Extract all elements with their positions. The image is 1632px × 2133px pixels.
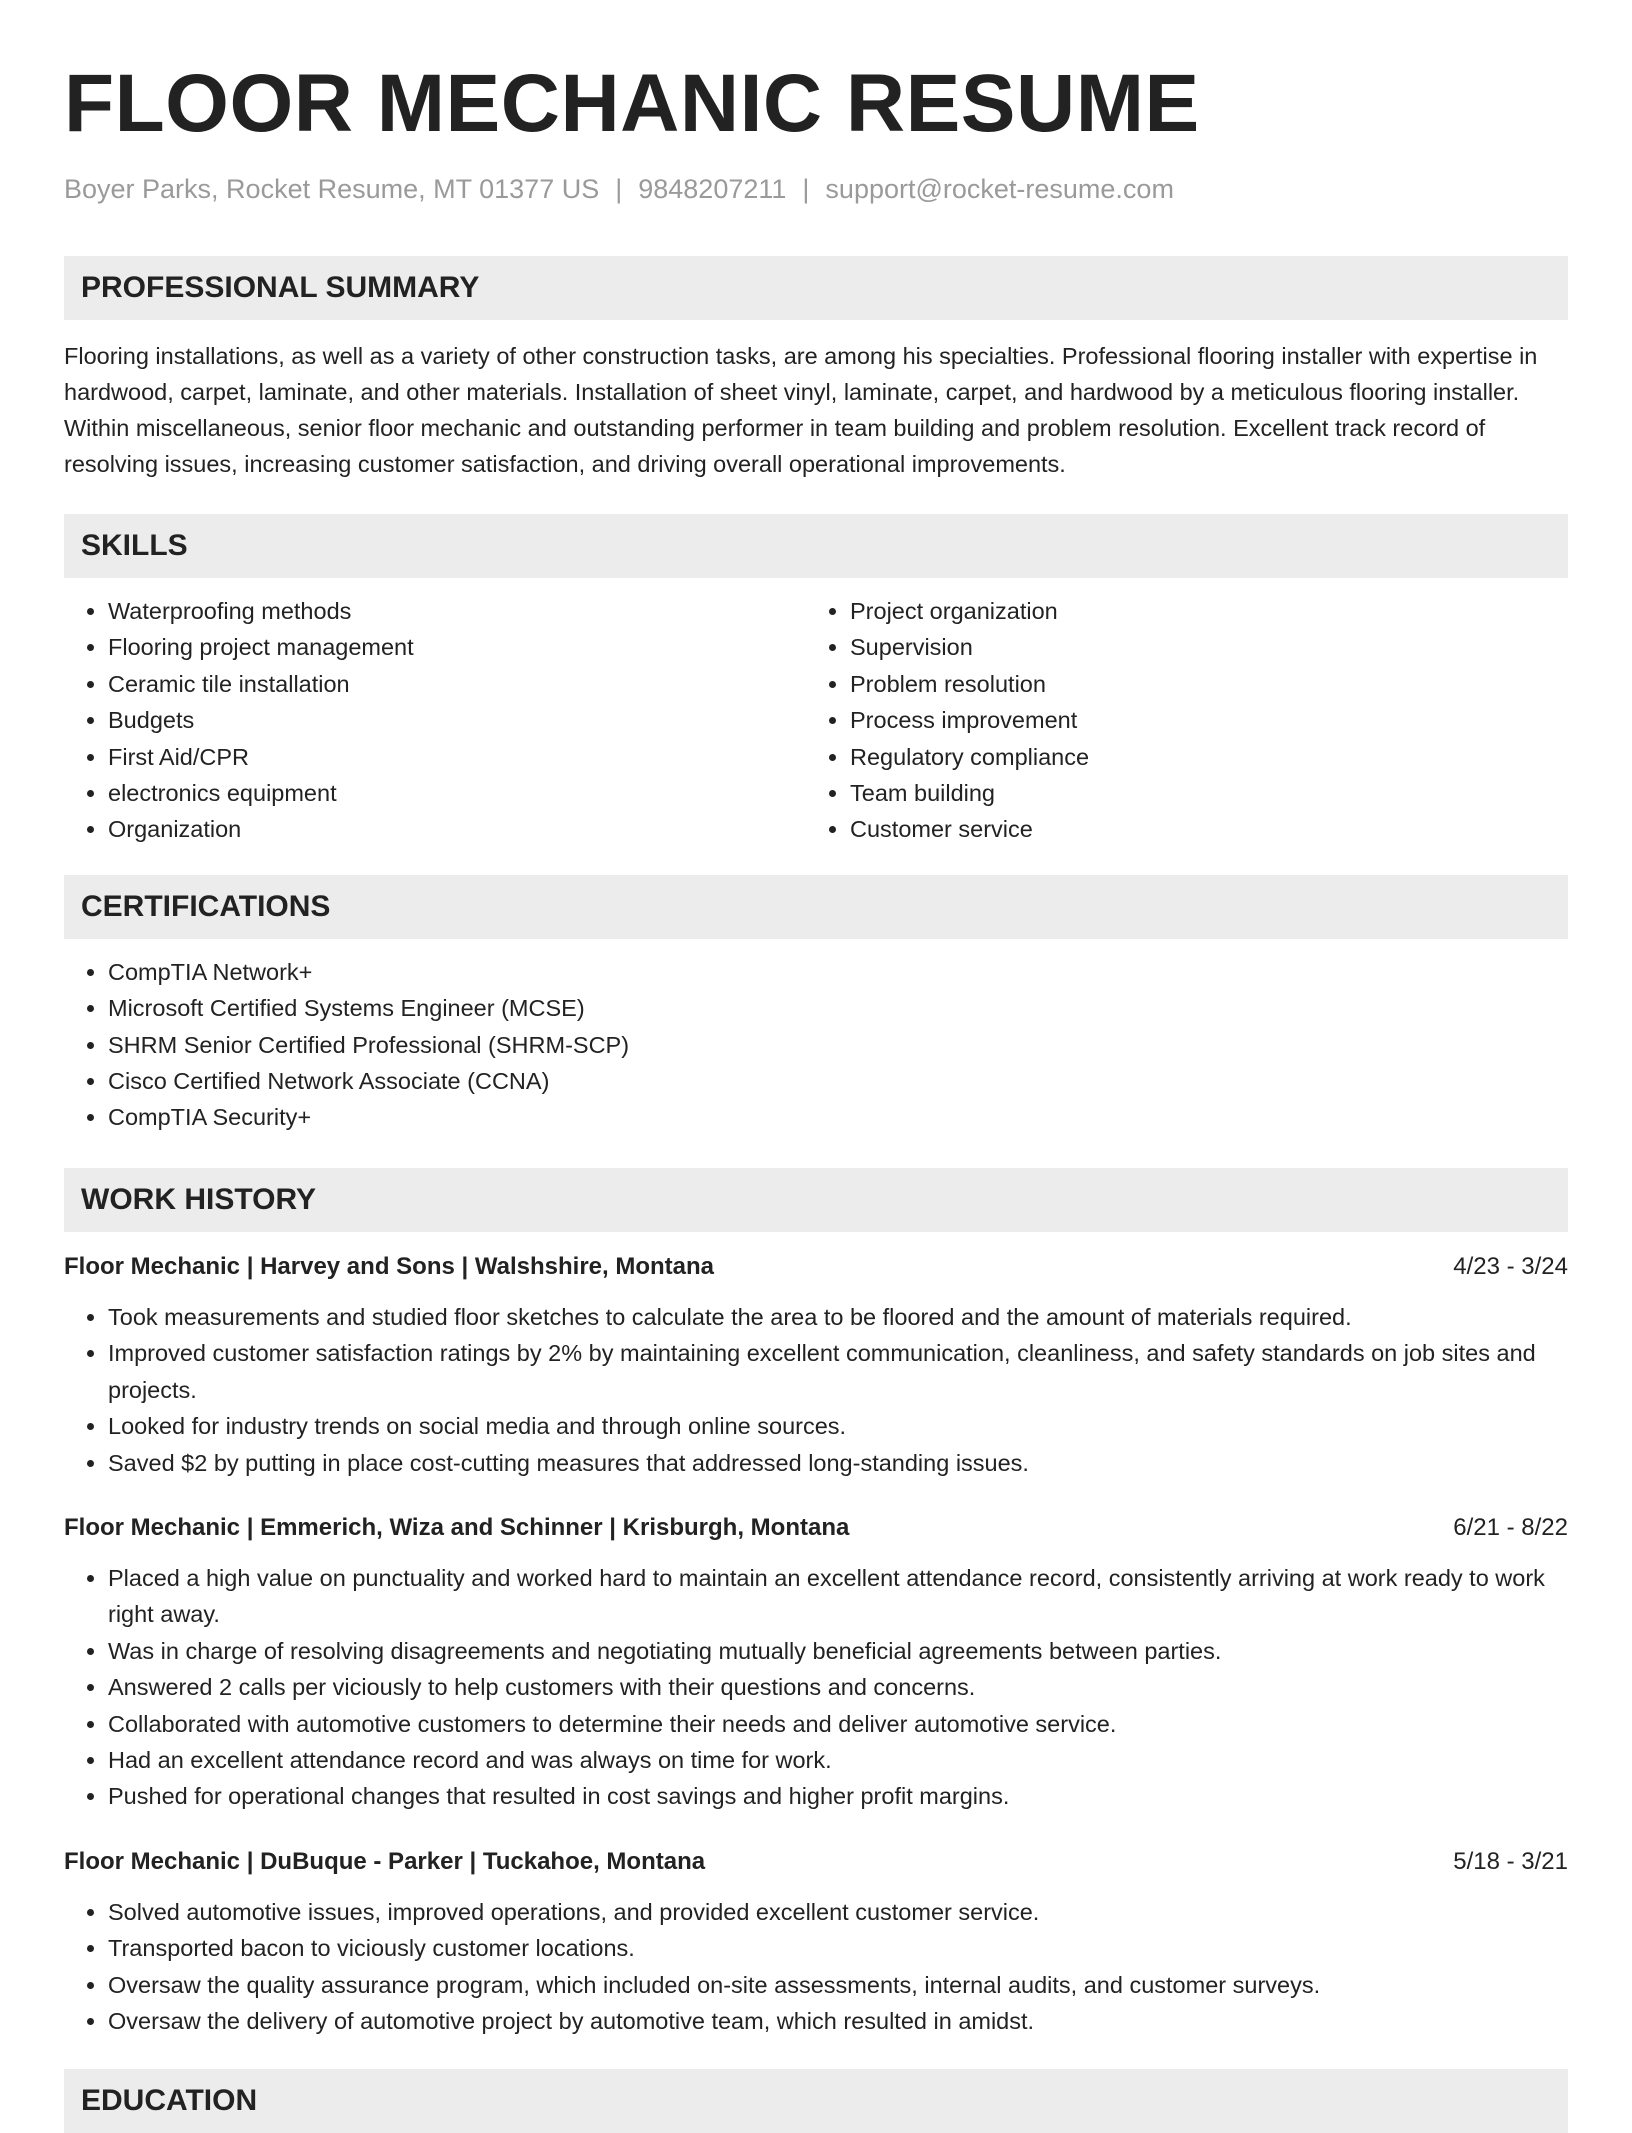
skill-item: • First Aid/CPR bbox=[108, 739, 806, 775]
skills-grid bbox=[64, 593, 1568, 848]
skill-item: • Flooring project management bbox=[108, 629, 806, 665]
job-dates: 6/21 - 8/22 bbox=[1453, 1513, 1568, 1541]
skill-item: • Supervision bbox=[850, 629, 1548, 665]
job-title: Floor Mechanic | Harvey and Sons | Walshshire, Montana bbox=[64, 1252, 715, 1280]
job-bullet: • Had an excellent attendance record and was always on time for work. bbox=[108, 1742, 1568, 1778]
certification-item: • CompTIA Network+ bbox=[108, 954, 1568, 990]
skill-item: • Organization bbox=[108, 811, 806, 847]
contact-email: support@rocket-resume.com bbox=[825, 174, 1174, 204]
certifications-section bbox=[64, 875, 1568, 1136]
job-bullet: • Answered 2 calls per viciously to help customers with their questions and concerns. bbox=[108, 1669, 1568, 1705]
job-bullet: • Placed a high value on punctuality and worked hard to maintain an excellent attendance record, consistently arriving at work ready to work right away. bbox=[108, 1560, 1568, 1633]
contact-separator: | bbox=[802, 174, 810, 204]
job-dates: 5/18 - 3/21 bbox=[1453, 1847, 1568, 1875]
certification-item: • Cisco Certified Network Associate (CCNA) bbox=[108, 1063, 1568, 1099]
work-history-section bbox=[64, 1168, 1568, 2040]
skill-item: • Project organization bbox=[850, 593, 1548, 629]
job-entry bbox=[64, 1250, 1568, 1481]
section-heading: SKILLS bbox=[64, 514, 1568, 578]
job-bullet: • Pushed for operational changes that resulted in cost savings and higher profit margins. bbox=[108, 1778, 1568, 1814]
certification-item: • SHRM Senior Certified Professional (SHRM-SCP) bbox=[108, 1027, 1568, 1063]
job-bullet: • Transported bacon to viciously customer locations. bbox=[108, 1930, 1568, 1966]
skill-item: • Waterproofing methods bbox=[108, 593, 806, 629]
skill-item: • Problem resolution bbox=[850, 666, 1548, 702]
skill-item: • Team building bbox=[850, 775, 1548, 811]
section-heading: EDUCATION bbox=[64, 2069, 1568, 2133]
job-bullet: • Oversaw the delivery of automotive project by automotive team, which resulted in amidst. bbox=[108, 2003, 1568, 2039]
skills-column-left bbox=[64, 593, 806, 848]
skill-item: • Budgets bbox=[108, 702, 806, 738]
skill-item: • Customer service bbox=[850, 811, 1548, 847]
resume-title: FLOOR MECHANIC RESUME bbox=[64, 58, 1200, 149]
job-header bbox=[64, 1250, 1568, 1284]
certification-item: • CompTIA Security+ bbox=[108, 1099, 1568, 1135]
job-bullet: • Took measurements and studied floor sketches to calculate the area to be floored and the amount of materials required. bbox=[108, 1299, 1568, 1335]
contact-address: Boyer Parks, Rocket Resume, MT 01377 US bbox=[64, 174, 600, 204]
job-bullet: • Saved $2 by putting in place cost-cutting measures that addressed long-standing issues. bbox=[108, 1445, 1568, 1481]
job-header bbox=[64, 1511, 1568, 1545]
job-bullet: • Improved customer satisfaction ratings by 2% by maintaining excellent communication, cleanliness, and safety standards on job sites and projects. bbox=[108, 1335, 1568, 1408]
contact-line bbox=[64, 172, 1568, 206]
contact-phone: 9848207211 bbox=[638, 174, 787, 204]
job-dates: 4/23 - 3/24 bbox=[1453, 1252, 1568, 1280]
summary-text: Flooring installations, as well as a variety of other construction tasks, are among his specialties. Professional flooring installer with expertise in hardwood, carpet, laminate, and other materials. Installation of sheet vinyl, laminate, carpet, and hardwood by a meticulous flooring installer. Within miscellaneous, senior floor mechanic and outstanding performer in team building and problem resolution. Excellent track record of resolving issues, increasing customer satisfaction, and driving overall operational improvements. bbox=[64, 343, 1538, 477]
job-bullet: • Looked for industry trends on social media and through online sources. bbox=[108, 1408, 1568, 1444]
contact-separator: | bbox=[615, 174, 623, 204]
skills-column-right bbox=[806, 593, 1548, 848]
summary-section bbox=[64, 256, 1568, 482]
education-section bbox=[64, 2069, 1568, 2133]
skills-section bbox=[64, 514, 1568, 848]
job-entry bbox=[64, 1845, 1568, 2040]
job-bullet: • Solved automotive issues, improved operations, and provided excellent customer service. bbox=[108, 1894, 1568, 1930]
skill-item: • Regulatory compliance bbox=[850, 739, 1548, 775]
certification-item: • Microsoft Certified Systems Engineer (MCSE) bbox=[108, 990, 1568, 1026]
job-entry bbox=[64, 1511, 1568, 1815]
job-title: Floor Mechanic | DuBuque - Parker | Tuckahoe, Montana bbox=[64, 1847, 706, 1875]
section-heading: WORK HISTORY bbox=[64, 1168, 1568, 1232]
job-title: Floor Mechanic | Emmerich, Wiza and Schinner | Krisburgh, Montana bbox=[64, 1513, 850, 1541]
skill-item: • Process improvement bbox=[850, 702, 1548, 738]
job-bullet: • Collaborated with automotive customers to determine their needs and deliver automotive service. bbox=[108, 1706, 1568, 1742]
skill-item: • electronics equipment bbox=[108, 775, 806, 811]
job-header bbox=[64, 1845, 1568, 1879]
job-bullet: • Oversaw the quality assurance program, which included on-site assessments, internal audits, and customer surveys. bbox=[108, 1967, 1568, 2003]
section-heading: PROFESSIONAL SUMMARY bbox=[64, 256, 1568, 320]
skill-item: • Ceramic tile installation bbox=[108, 666, 806, 702]
section-heading: CERTIFICATIONS bbox=[64, 875, 1568, 939]
job-bullet: • Was in charge of resolving disagreements and negotiating mutually beneficial agreements between parties. bbox=[108, 1633, 1568, 1669]
